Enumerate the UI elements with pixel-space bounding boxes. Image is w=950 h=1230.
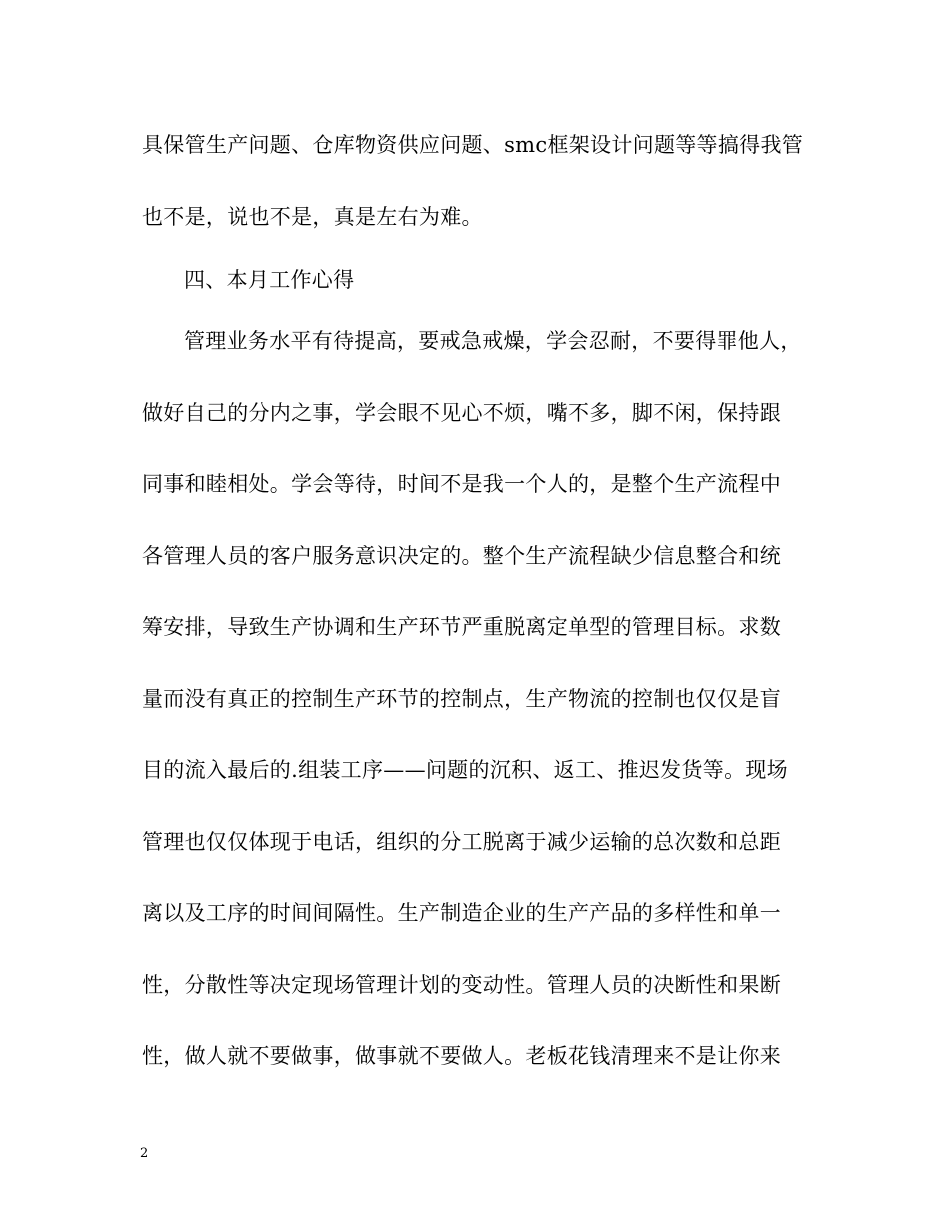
text-line: 管理也仅仅体现于电话，组织的分工脱离于减少运输的总次数和总距 bbox=[142, 830, 781, 854]
text-line: 筹安排，导致生产协调和生产环节严重脱离定单型的管理目标。求数 bbox=[142, 615, 781, 639]
text-line: 各管理人员的客户服务意识决定的。整个生产流程缺少信息整合和统 bbox=[142, 544, 781, 568]
text-line: 量而没有真正的控制生产环节的控制点，生产物流的控制也仅仅是盲 bbox=[142, 687, 781, 711]
text-line: 离以及工序的时间间隔性。生产制造企业的生产产品的多样性和单一 bbox=[142, 901, 781, 925]
text-line: 同事和睦相处。学会等待，时间不是我一个人的，是整个生产流程中 bbox=[142, 472, 781, 496]
text-line: 性，做人就不要做事，做事就不要做人。老板花钱清理来不是让你来 bbox=[142, 1044, 781, 1068]
text-line: 具保管生产问题、仓库物资供应问题、smc框架设计问题等等搞得我管 bbox=[142, 133, 804, 157]
text-line: 性，分散性等决定现场管理计划的变动性。管理人员的决断性和果断 bbox=[142, 973, 781, 997]
text-line: 也不是，说也不是，真是左右为难。 bbox=[142, 205, 483, 229]
paragraph-first-line: 管理业务水平有待提高，要戒急戒燥，学会忍耐，不要得罪他人， bbox=[184, 329, 802, 353]
page-number: 2 bbox=[140, 1146, 149, 1161]
text-line: 做好自己的分内之事，学会眼不见心不烦，嘴不多，脚不闲，保持跟 bbox=[142, 401, 781, 425]
section-heading: 四、本月工作心得 bbox=[184, 268, 355, 292]
text-line: 目的流入最后的.组装工序——问题的沉积、返工、推迟发货等。现场 bbox=[142, 758, 788, 782]
